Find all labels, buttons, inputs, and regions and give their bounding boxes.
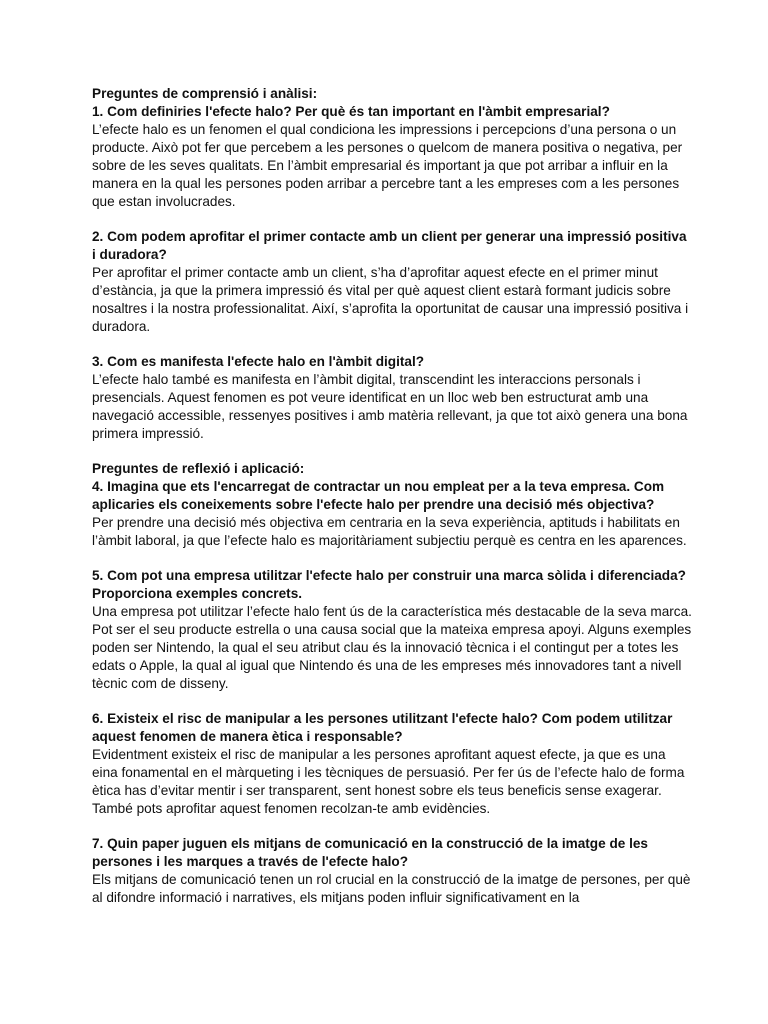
section-heading: Preguntes de comprensió i anàlisi: [92, 86, 318, 101]
document-page [92, 85, 692, 924]
answer-text: Per aprofitar el primer contacte amb un client, s’ha d’aprofitar aquest efecte en el primer minut d’estància, ja que la primera impressió és vital per què aquest client estarà formant judicis sobre nosaltres i la nostra professionalitat. Així, s’aprofita la oportunitat de causar una impressió positiva i duradora. [92, 265, 689, 334]
question-block-6 [92, 710, 692, 818]
answer-text: L’efecte halo també es manifesta en l’àmbit digital, transcendint les interaccions personals i presencials. Aquest fenomen es pot veure identificat en un lloc web ben estructurat amb una navegació accessible, ressenyes positives i amb matèria rellevant, ja que tot això genera una bona primera impressió. [92, 372, 688, 441]
answer-text: Una empresa pot utilitzar l’efecte halo fent ús de la característica més destacable de la seva marca. Pot ser el seu producte estrella o una causa social que la mateixa empresa apoyi. Alguns exemples poden ser Nintendo, la qual el seu atribut clau és la innovació tècnica i el contingut per a totes les edats o Apple, la qual al igual que Nintendo és una de les empreses més innovadores tant a nivell tècnic com de disseny. [92, 604, 692, 691]
question-block-2 [92, 228, 692, 336]
question-block-3 [92, 353, 692, 443]
question-block-4 [92, 478, 692, 550]
question-text: 7. Quin paper juguen els mitjans de comunicació en la construcció de la imatge de les persones i les marques a través de l'efecte halo? [92, 836, 648, 869]
question-block-1 [92, 103, 692, 211]
question-text: 5. Com pot una empresa utilitzar l'efecte halo per construir una marca sòlida i diferenciada? Proporciona exemples concrets. [92, 568, 686, 601]
question-text: 4. Imagina que ets l'encarregat de contractar un nou empleat per a la teva empresa. Com aplicaries els coneixements sobre l'efecte halo per prendre una decisió més objectiva? [92, 479, 665, 512]
question-text: 1. Com definiries l'efecte halo? Per què és tan important en l'àmbit empresarial? [92, 104, 610, 119]
question-block-5 [92, 567, 692, 693]
question-block-7 [92, 835, 692, 907]
answer-text: Evidentment existeix el risc de manipular a les persones aprofitant aquest efecte, ja que es una eina fonamental en el màrqueting i les tècniques de persuasió. Per fer ús de l’efecte halo de forma ètica has d’evitar mentir i ser transparent, sent honest sobre els teus beneficis sense exagerar. També pots aprofitar aquest fenomen recolzan-te amb evidències. [92, 747, 685, 816]
answer-text: Per prendre una decisió més objectiva em centraria en la seva experiència, aptituds i habilitats en l’àmbit laboral, ja que l’efecte halo es majoritàriament subjectiu perquè es centra en les aparences. [92, 515, 687, 548]
question-text: 2. Com podem aprofitar el primer contacte amb un client per generar una impressió positiva i duradora? [92, 229, 687, 262]
question-text: 6. Existeix el risc de manipular a les persones utilitzant l'efecte halo? Com podem utilitzar aquest fenomen de manera ètica i responsable? [92, 711, 673, 744]
answer-text: L’efecte halo es un fenomen el qual condiciona les impressions i percepcions d’una persona o un producte. Això pot fer que percebem a les persones o quelcom de manera positiva o negativa, per sobre de les seves qualitats. En l’àmbit empresarial és important ja que pot arribar a influir en la manera en la qual les persones poden arribar a percebre tant a les empreses com a les persones que estan involucrades. [92, 122, 683, 209]
answer-text: Els mitjans de comunicació tenen un rol crucial en la construcció de la imatge de persones, per què al difondre informació i narratives, els mitjans poden influir significativament en la [92, 872, 691, 905]
section-reflection [92, 460, 692, 478]
section-comprehension [92, 85, 692, 103]
section-heading: Preguntes de reflexió i aplicació: [92, 461, 305, 476]
question-text: 3. Com es manifesta l'efecte halo en l'àmbit digital? [92, 354, 425, 369]
